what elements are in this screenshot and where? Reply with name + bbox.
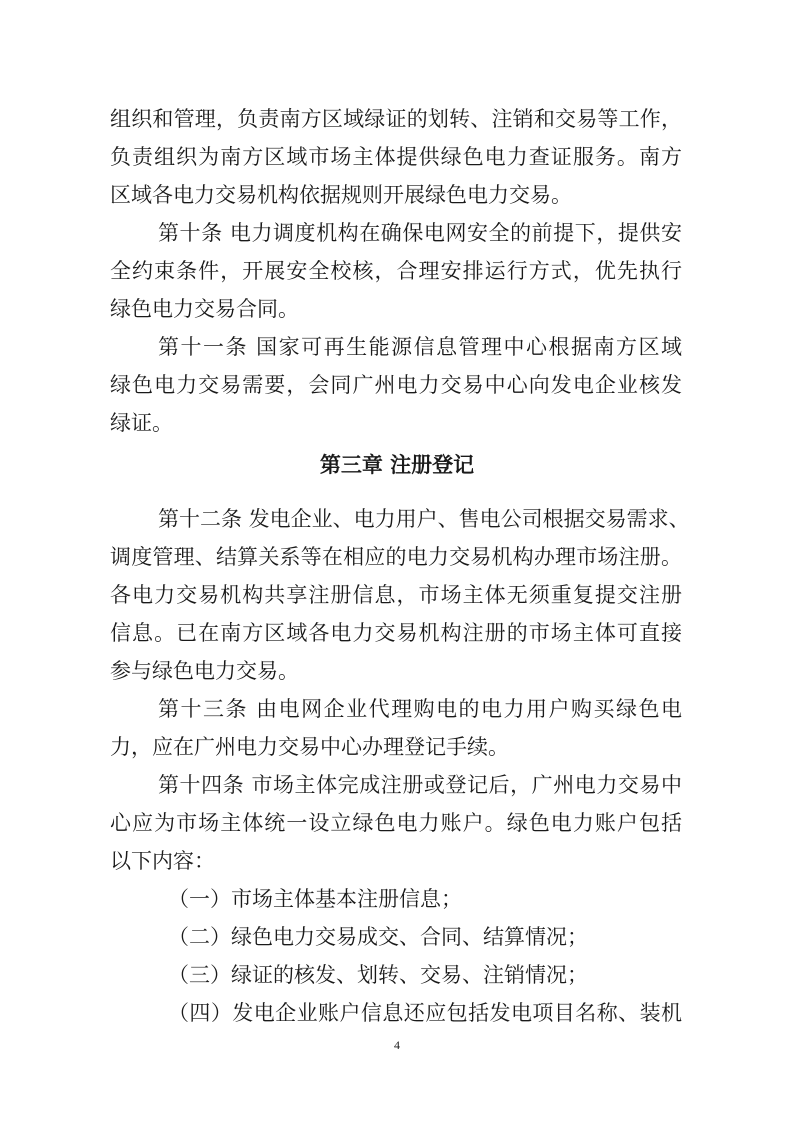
article-12-line: 第十二条 发电企业、电力用户、售电公司根据交易需求、	[158, 507, 690, 531]
paragraph-line: 负责组织为南方区域市场主体提供绿色电力查证服务。南方	[110, 145, 682, 169]
paragraph-line: 以下内容：	[110, 849, 215, 873]
list-item: （一）市场主体基本注册信息；	[168, 887, 462, 911]
article-14-line: 第十四条 市场主体完成注册或登记后，广州电力交易中	[158, 773, 682, 797]
paragraph-line: 心应为市场主体统一设立绿色电力账户。绿色电力账户包括	[110, 811, 682, 835]
paragraph-line: 全约束条件，开展安全校核，合理安排运行方式，优先执行	[110, 259, 682, 283]
page-number: 4	[394, 1038, 400, 1052]
paragraph-line: 信息。已在南方区域各电力交易机构注册的市场主体可直接	[110, 621, 682, 645]
paragraph-line: 区域各电力交易机构依据规则开展绿色电力交易。	[110, 183, 572, 207]
chapter-title: 第三章 注册登记	[319, 453, 475, 477]
list-item: （四）发电企业账户信息还应包括发电项目名称、装机	[168, 1001, 682, 1025]
paragraph-line: 绿证。	[110, 411, 173, 435]
article-13-line: 第十三条 由电网企业代理购电的电力用户购买绿色电	[158, 697, 682, 721]
list-item: （三）绿证的核发、划转、交易、注销情况；	[168, 963, 588, 987]
body-text-block-2	[110, 500, 690, 1032]
article-10-line: 第十条 电力调度机构在确保电网安全的前提下，提供安	[158, 221, 682, 245]
paragraph-line: 绿色电力交易需要，会同广州电力交易中心向发电企业核发	[110, 373, 682, 397]
article-11-line: 第十一条 国家可再生能源信息管理中心根据南方区域	[158, 335, 682, 359]
list-item: （二）绿色电力交易成交、合同、结算情况；	[168, 925, 588, 949]
body-text-block-1	[110, 100, 682, 442]
paragraph-line: 组织和管理，负责南方区域绿证的划转、注销和交易等工作，	[110, 107, 682, 131]
paragraph-line: 调度管理、结算关系等在相应的电力交易机构办理市场注册。	[110, 545, 682, 569]
paragraph-line: 绿色电力交易合同。	[110, 297, 299, 321]
paragraph-line: 参与绿色电力交易。	[110, 659, 299, 683]
paragraph-line: 力，应在广州电力交易中心办理登记手续。	[110, 735, 509, 759]
paragraph-line: 各电力交易机构共享注册信息，市场主体无须重复提交注册	[110, 583, 682, 607]
